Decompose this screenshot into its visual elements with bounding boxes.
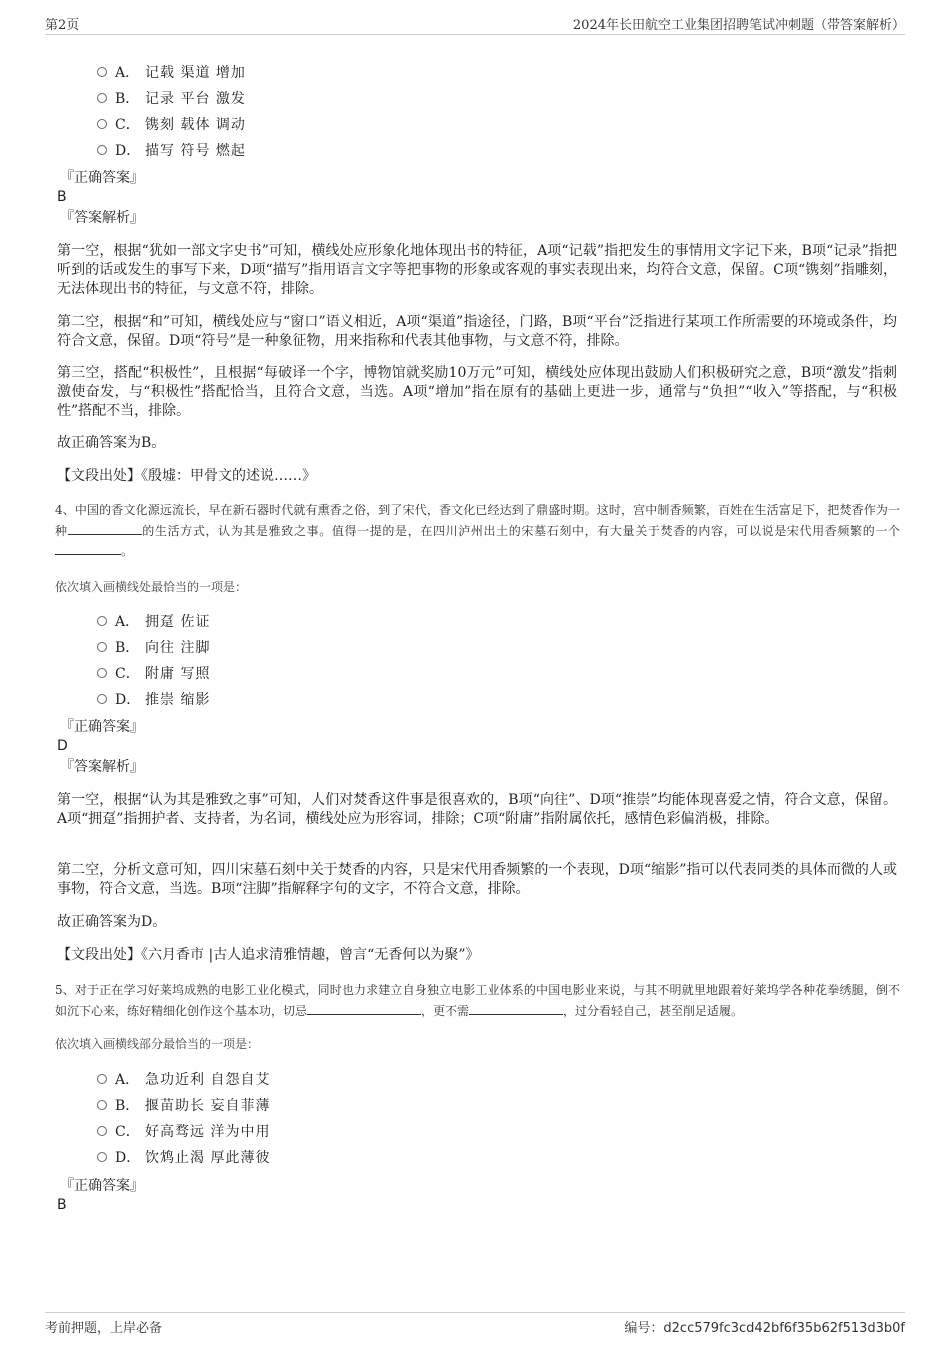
q3-conclusion: 故正确答案为B。	[57, 435, 166, 451]
radio-icon[interactable]	[97, 145, 107, 155]
q5-prompt: 依次填入画横线部分最恰当的一项是：	[55, 1037, 260, 1051]
radio-icon[interactable]	[97, 1126, 107, 1136]
q3-source: 【文段出处】《殷墟：甲骨文的述说……》	[57, 468, 316, 484]
q3-option-d[interactable]: D． 描写 符号 燃起	[97, 141, 246, 161]
q3-option-c[interactable]: C． 镌刻 载体 调动	[97, 115, 246, 135]
footer-slogan: 考前押题，上岸必备	[45, 1321, 163, 1336]
blank-2	[55, 542, 121, 555]
q4-option-d[interactable]: D． 推崇 缩影	[97, 690, 210, 710]
q3-analysis-1: 第一空，根据“犹如一部文字史书”可知，横线处应形象化地体现出书的特征，A项“记载”指把发生的事情用文字记下来，B项“记录”指把听到的话或发生的事写下来，D项“描写”指用语言文字等把事物的形象或客观的事实表现出来，均符合文意，保留。C项“镌刻”指雕刻，无法体现出书的特征，与文意不符，排除。	[57, 243, 897, 297]
q3-analysis-2: 第二空，根据“和”可知，横线处应与“窗口”语义相近，A项“渠道”指途径，门路，B项“平台”泛指进行某项工作所需要的环境或条件，均符合文意，保留。D项“符号”是一种象征物，用来指称和代表其他事物，与文意不符，排除。	[57, 314, 897, 349]
page-header	[45, 14, 905, 35]
page-number: 第2页	[45, 18, 80, 33]
document-title: 2024年长田航空工业集团招聘笔试冲刺题（带答案解析）	[572, 18, 905, 33]
q4-analysis-label: 『答案解析』	[60, 759, 144, 775]
q5-option-d[interactable]: D． 饮鸩止渴 厚此薄彼	[97, 1148, 270, 1168]
radio-icon[interactable]	[97, 694, 107, 704]
radio-icon[interactable]	[97, 668, 107, 678]
q3-answer-label: 『正确答案』	[60, 170, 144, 186]
q4-analysis-1: 第一空，根据“认为其是雅致之事”可知，人们对焚香这件事是很喜欢的，B项“向往”、D项“推崇”均能体现喜爱之情，符合文意，保留。A项“拥趸”指拥护者、支持者，为名词，横线处应为形容词，排除；C项“附庸”指附属依托，感情色彩偏消极，排除。	[57, 792, 897, 827]
q4-question: 4、中国的香文化源远流长，早在新石器时代就有熏香之俗，到了宋代，香文化已经达到了鼎盛时期。这时，宫中制香频繁，百姓在生活富足下，把焚香作为一种 的生活方式，认为其是雅致之事。值得一提的是，在四川泸州出土的宋墓石刻中，有大量关于焚香的内容，可以说是宋代用香频繁的一个。	[55, 503, 900, 558]
q4-answer-label: 『正确答案』	[60, 719, 144, 735]
q5-option-a[interactable]: A． 急功近利 自怨自艾	[97, 1070, 270, 1090]
q5-option-b[interactable]: B． 揠苗助长 妄自菲薄	[97, 1096, 270, 1116]
q4-option-c[interactable]: C． 附庸 写照	[97, 664, 210, 684]
q3-answer: B	[57, 189, 67, 205]
q5-question: 5、对于正在学习好莱坞成熟的电影工业化模式，同时也力求建立自身独立电影工业体系的中国电影业来说，与其不明就里地跟着好莱坞学各种花拳绣腿，倒不如沉下心来，练好精细化创作这个基本功，切忌 ，更不需 ，过分看轻自己，甚至削足适履。	[55, 983, 900, 1018]
radio-icon[interactable]	[97, 1100, 107, 1110]
radio-icon[interactable]	[97, 67, 107, 77]
q4-prompt: 依次填入画横线处最恰当的一项是：	[55, 580, 248, 594]
radio-icon[interactable]	[97, 642, 107, 652]
radio-icon[interactable]	[97, 93, 107, 103]
q3-option-a[interactable]: A． 记载 渠道 增加	[97, 63, 246, 83]
q4-option-a[interactable]: A． 拥趸 佐证	[97, 612, 210, 632]
q4-source: 【文段出处】《六月香市 |古人追求清雅情趣，曾言“无香何以为聚”》	[57, 947, 480, 963]
radio-icon[interactable]	[97, 1152, 107, 1162]
q5-answer-label: 『正确答案』	[60, 1178, 144, 1194]
radio-icon[interactable]	[97, 616, 107, 626]
radio-icon[interactable]	[97, 119, 107, 129]
radio-icon[interactable]	[97, 1074, 107, 1084]
q3-analysis-label: 『答案解析』	[60, 210, 144, 226]
blank-1	[68, 522, 142, 535]
q3-analysis-3: 第三空，搭配“积极性”，且根据“每破译一个字，博物馆就奖励10万元”可知，横线处应体现出鼓励人们积极研究之意，B项“激发”指刺激使奋发，与“积极性”搭配恰当，且符合文意，当选。A项“增加”指在原有的基础上更进一步，通常与“负担”“收入”等搭配，与“积极性”搭配不当，排除。	[57, 365, 897, 419]
q5-option-c[interactable]: C． 好高骛远 洋为中用	[97, 1122, 270, 1142]
q5-answer: B	[57, 1197, 67, 1213]
document-code: 编号：d2cc579fc3cd42bf6f35b62f513d3b0f	[624, 1321, 905, 1336]
q3-option-b[interactable]: B． 记录 平台 激发	[97, 89, 246, 109]
blank-2	[469, 1002, 563, 1015]
blank-1	[307, 1002, 421, 1015]
q4-conclusion: 故正确答案为D。	[57, 914, 167, 930]
q4-answer: D	[57, 738, 68, 754]
q4-option-b[interactable]: B． 向往 注脚	[97, 638, 210, 658]
page-footer	[45, 1312, 905, 1338]
q4-analysis-2: 第二空，分析文意可知，四川宋墓石刻中关于焚香的内容，只是宋代用香频繁的一个表现，D项“缩影”指可以代表同类的具体而微的人或事物，符合文意，当选。B项“注脚”指解释字句的文字，不符合文意，排除。	[57, 862, 897, 897]
